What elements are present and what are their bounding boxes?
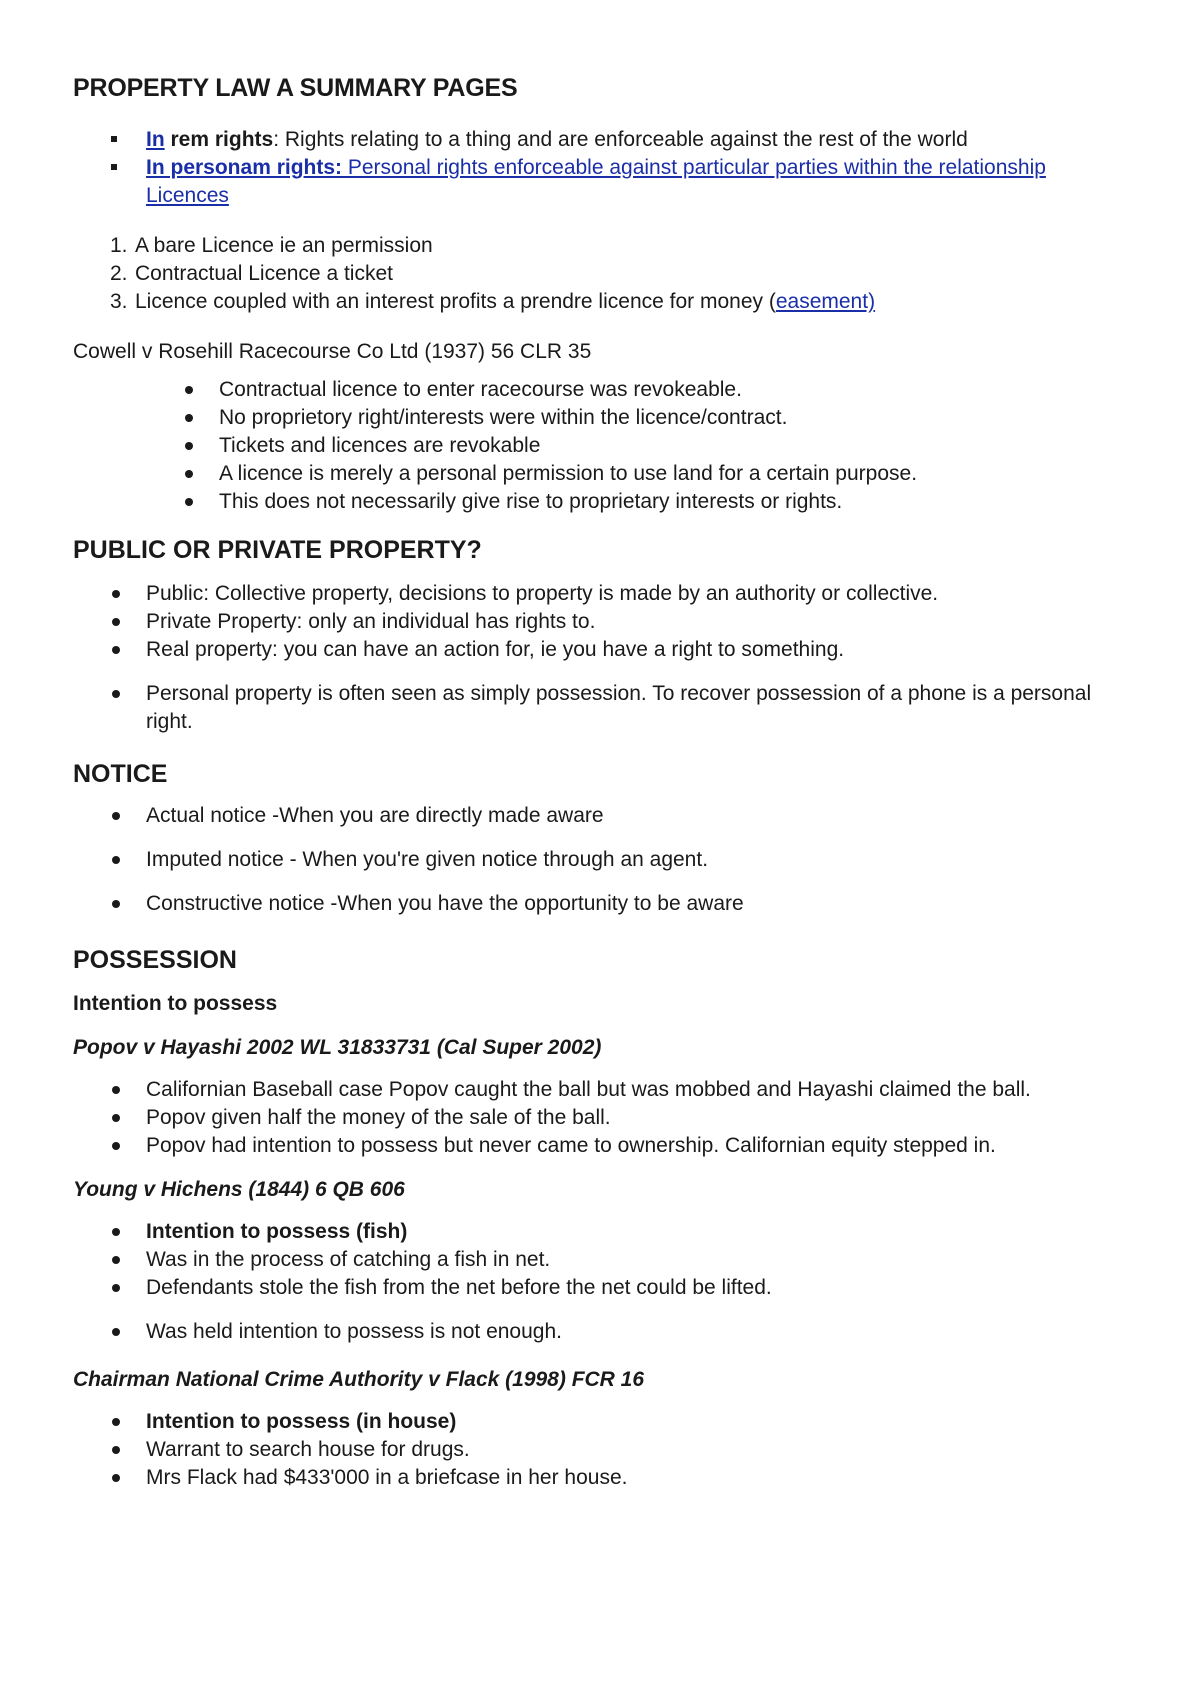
list-item: Popov had intention to possess but never came to ownership. Californian equity stepped in. [146, 1132, 1133, 1160]
list-item: No proprietory right/interests were within the licence/contract. [219, 404, 1133, 432]
list-item: 3. Licence coupled with an interest profits a prendre licence for money (easement) [110, 290, 876, 313]
easement-link[interactable]: easement) [775, 290, 876, 313]
notice-heading: NOTICE [73, 760, 168, 788]
intention-subheading: Intention to possess [73, 992, 278, 1015]
public-private-points [73, 580, 1133, 736]
list-item: A licence is merely a personal permission to use land for a certain purpose. [219, 460, 1133, 488]
list-item: Intention to possess (in house) [146, 1408, 1133, 1436]
list-item: Imputed notice - When you're given notice through an agent. [146, 846, 1133, 874]
document-page [73, 72, 1133, 1492]
licences-list [73, 232, 1133, 316]
list-item [146, 126, 1133, 154]
list-item: Popov given half the money of the sale of the ball. [146, 1104, 1133, 1132]
young-case-title: Young v Hichens (1844) 6 QB 606 [73, 1178, 405, 1201]
popov-points [73, 1076, 1133, 1160]
in-rem-link[interactable]: In [146, 128, 165, 151]
list-item: Tickets and licences are revokable [219, 432, 1133, 460]
list-item: This does not necessarily give rise to proprietary interests or rights. [219, 488, 1133, 516]
public-private-heading: PUBLIC OR PRIVATE PROPERTY? [73, 536, 482, 564]
list-item: Defendants stole the fish from the net before the net could be lifted. [146, 1274, 1133, 1302]
list-item: Intention to possess (fish) [146, 1218, 1133, 1246]
possession-heading: POSSESSION [73, 946, 237, 974]
in-rem-text: : Rights relating to a thing and are enforceable against the rest of the world [273, 128, 968, 151]
young-points [73, 1218, 1133, 1346]
in-personam-text[interactable]: Personal rights enforceable against particular parties within the relationship Licences [146, 156, 1046, 207]
list-item: Was held intention to possess is not enough. [146, 1318, 1133, 1346]
popov-case-title: Popov v Hayashi 2002 WL 31833731 (Cal Super 2002) [73, 1036, 602, 1059]
list-item: Warrant to search house for drugs. [146, 1436, 1133, 1464]
in-rem-label: rem rights [164, 128, 274, 151]
list-item: Real property: you can have an action for, ie you have a right to something. [146, 636, 1133, 664]
list-item: Constructive notice -When you have the opportunity to be aware [146, 890, 1133, 918]
list-item: Actual notice -When you are directly made aware [146, 802, 1133, 830]
cowell-case-title: Cowell v Rosehill Racecourse Co Ltd (1937) 56 CLR 35 [73, 340, 592, 363]
list-item: 1. A bare Licence ie an permission [110, 234, 433, 257]
flack-case-title: Chairman National Crime Authority v Flack (1998) FCR 16 [73, 1368, 645, 1391]
notice-points [73, 802, 1133, 918]
list-item: Californian Baseball case Popov caught the ball but was mobbed and Hayashi claimed the ball. [146, 1076, 1133, 1104]
list-item: Contractual licence to enter racecourse was revokeable. [219, 376, 1133, 404]
list-item: Private Property: only an individual has rights to. [146, 608, 1133, 636]
list-item: Mrs Flack had $433'000 in a briefcase in her house. [146, 1464, 1133, 1492]
list-item: 2. Contractual Licence a ticket [110, 262, 393, 285]
cowell-points [73, 376, 1133, 516]
rights-list [73, 126, 1133, 210]
in-personam-label[interactable]: In personam rights: [146, 156, 343, 179]
page-title: PROPERTY LAW A SUMMARY PAGES [73, 74, 518, 102]
list-item[interactable] [146, 154, 1133, 210]
flack-points [73, 1408, 1133, 1492]
list-item: Was in the process of catching a fish in net. [146, 1246, 1133, 1274]
list-item: Public: Collective property, decisions to property is made by an authority or collective. [146, 580, 1133, 608]
list-item: Personal property is often seen as simply possession. To recover possession of a phone is a personal right. [146, 680, 1133, 736]
